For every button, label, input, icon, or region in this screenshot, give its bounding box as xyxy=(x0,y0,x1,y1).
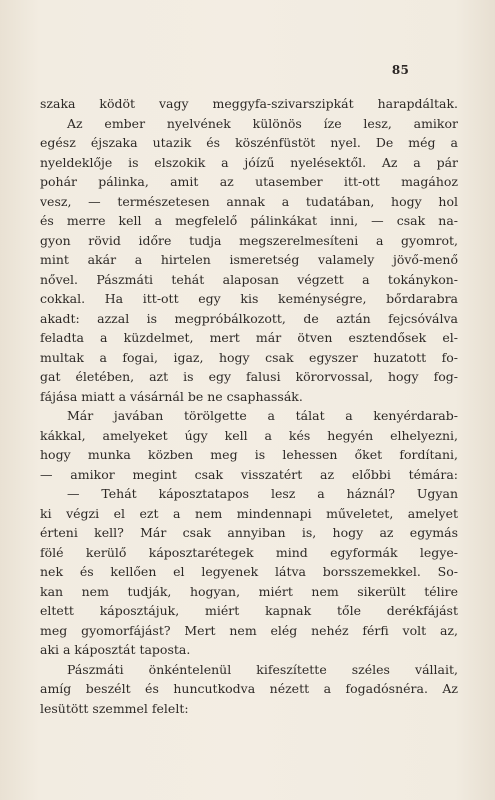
text-line: mint akár a hirtelen ismeretség valamely jövő-menő xyxy=(40,252,458,267)
text-line: meg gyomorfájást? Mert nem elég nehéz férfi volt az, xyxy=(40,622,458,638)
text-line: hogy munka közben meg is lehessen őket fordítani, xyxy=(40,447,458,462)
text-line: Az ember nyelvének különös íze lesz, amikor xyxy=(67,115,458,131)
text-line: fájása miatt a vásárnál be ne csaphassák. xyxy=(40,388,303,404)
text-line: nyeldeklője is elszokik a jóízű nyelésektől. Az a pár xyxy=(40,154,458,170)
text-line: kákkal, amelyeket úgy kell a kés hegyén elhelyezni, xyxy=(40,427,458,443)
text-line: és merre kell a megfelelő pálinkákat inni, — csak na- xyxy=(40,213,458,228)
text-line: gat életében, azt is egy falusi körorvossal, hogy fog- xyxy=(40,369,458,384)
text-line: kan nem tudják, hogyan, miért nem sikerült télire xyxy=(40,583,458,599)
text-line: vesz, — természetesen annak a tudatában, hogy hol xyxy=(40,193,458,209)
text-line: feladta a küzdelmet, mert már ötven esztendősek el- xyxy=(40,330,458,345)
body-text xyxy=(40,94,458,718)
text-line: érteni kell? Már csak annyiban is, hogy az egymás xyxy=(40,525,458,540)
text-line: — amikor megint csak visszatért az előbbi témára: xyxy=(40,466,458,482)
text-line: multak a fogai, igaz, hogy csak egyszer huzatott fo- xyxy=(40,349,458,365)
text-line: Pászmáti önkéntelenül kifeszítette széles vállait, xyxy=(67,661,458,677)
text-line: ki végzi el ezt a nem mindennapi műveletet, amelyet xyxy=(40,505,458,521)
text-line: lesütött szemmel felelt: xyxy=(40,700,189,716)
page-number: 85 xyxy=(391,63,409,77)
text-line: — Tehát káposztatapos lesz a háznál? Ugyan xyxy=(67,486,458,501)
text-line: egész éjszaka utazik és köszénfüstöt nyel. De még a xyxy=(40,135,458,150)
text-line: nek és kellően el legyenek látva borsszemekkel. So- xyxy=(40,564,458,579)
text-line: pohár pálinka, amit az utasember itt-ott magához xyxy=(40,174,458,189)
text-line: amíg beszélt és huncutkodva nézett a fogadósnéra. Az xyxy=(40,681,458,696)
text-line: nővel. Pászmáti tehát alaposan végzett a tokánykon- xyxy=(40,271,458,287)
text-line: gyon rövid időre tudja megszerelmesíteni a gyomrot, xyxy=(40,232,458,248)
text-line: fölé kerülő káposztarétegek mind egyformák legye- xyxy=(40,544,458,560)
text-line: cokkal. Ha itt-ott egy kis keménységre, bőrdarabra xyxy=(40,291,458,306)
text-line: aki a káposztát taposta. xyxy=(40,642,191,657)
text-line: eltett káposztájuk, miért kapnak tőle derékfájást xyxy=(40,603,458,618)
text-line: akadt: azzal is megpróbálkozott, de aztán fejcsóválva xyxy=(40,310,458,326)
text-line: Már javában törölgette a tálat a kenyérdarab- xyxy=(67,408,458,423)
text-line: szaka ködöt vagy meggyfa-szivarszipkát harapdáltak. xyxy=(40,96,458,111)
